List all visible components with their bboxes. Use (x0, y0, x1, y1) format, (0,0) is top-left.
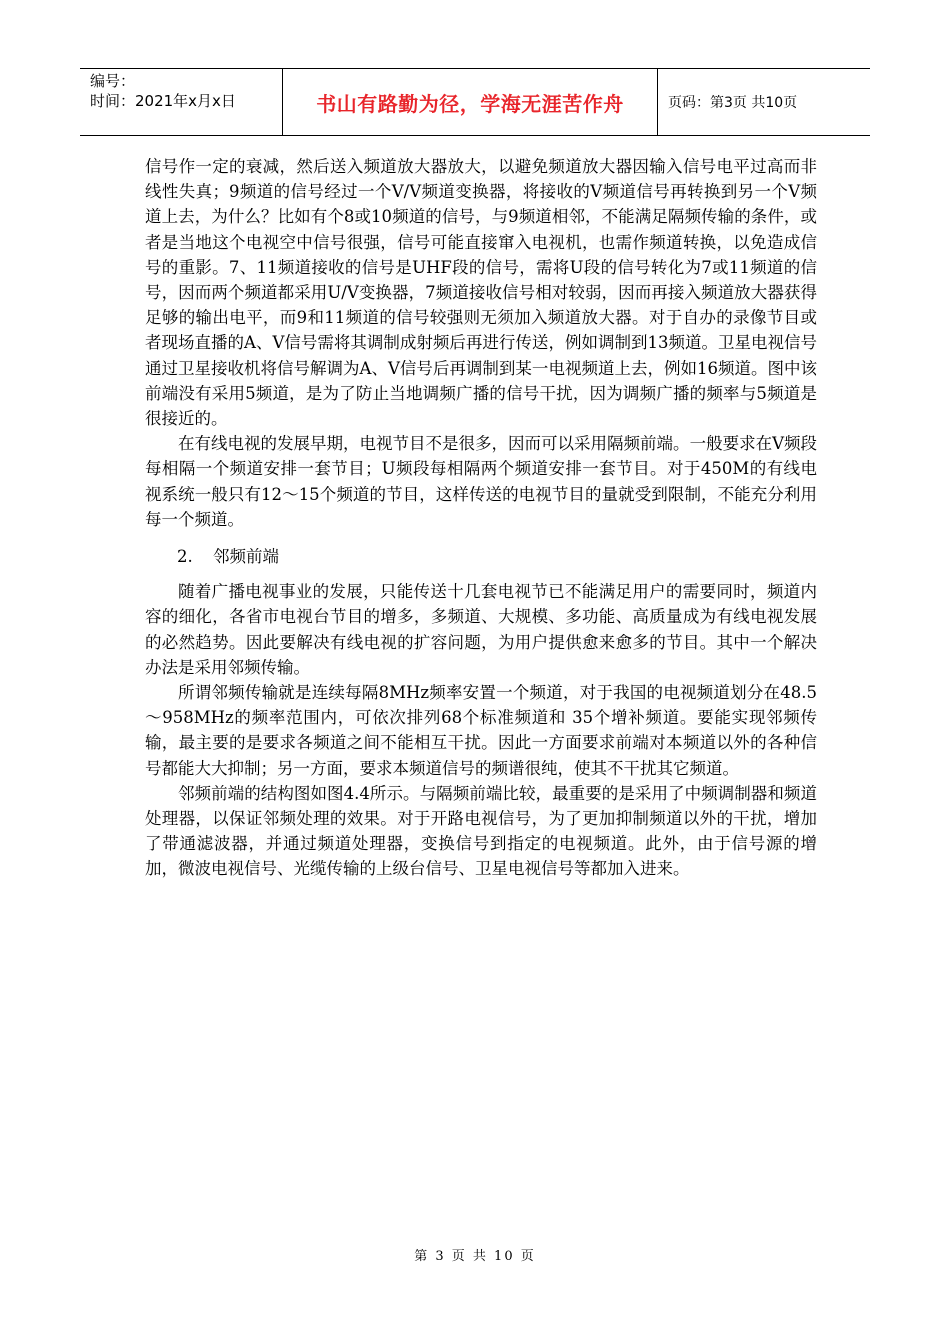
paragraph: 所谓邻频传输就是连续每隔8MHz频率安置一个频道，对于我国的电视频道划分在48.5～958MHz的频率范围内，可依次排列68个标准频道和 35个增补频道。要能实现邻频传输，最主要的是要求各频道之间不能相互干扰。因此一方面要求前端对本频道以外的各种信号都能大大抑制；另一方面，要求本频道信号的频谱很纯，使其不干扰其它频道。 (145, 683, 817, 778)
section-title: 邻频前端 (213, 547, 279, 567)
paragraph: 信号作一定的衰减，然后送入频道放大器放大，以避免频道放大器因输入信号电平过高而非线性失真；9频道的信号经过一个V/V频道变换器，将接收的V频道信号再转换到另一个V频道上去，为什么？比如有个8或10频道的信号，与9频道相邻，不能满足隔频传输的条件，或者是当地这个电视空中信号很强，信号可能直接窜入电视机，也需作频道转换，以免造成信号的重影。7、11频道接收的信号是UHF段的信号，需将U段的信号转化为7或11频道的信号，因而两个频道都采用U/V变换器，7频道接收信号相对较弱，因而再接入频道放大器获得足够的输出电平，而9和11频道的信号较强则无须加入频道放大器。对于自办的录像节目或者现场直播的A、V信号需将其调制成射频后再进行传送，例如调制到13频道。卫星电视信号通过卫星接收机将信号解调为A、V信号后再调制到某一电视频道上去，例如16频道。图中该前端没有采用5频道，是为了防止当地调频广播的信号干扰，因为调频广播的频率与5频道是很接近的。 (145, 157, 817, 429)
doc-number-label: 编号： (90, 72, 136, 90)
section-number: 2. (177, 547, 193, 567)
header-page-info: 页码：第3页 共10页 (668, 95, 798, 111)
paragraph: 在有线电视的发展早期，电视节目不是很多，因而可以采用隔频前端。一般要求在V频段每相隔一个频道安排一套节目；U频段每相隔两个频道安排一套节目。对于450M的有线电视系统一般只有12～15个频道的节目，这样传送的电视节目的量就受到限制，不能充分利用每一个频道。 (145, 434, 817, 529)
header-meta (80, 69, 283, 135)
document-body (145, 154, 817, 882)
paragraph: 随着广播电视事业的发展，只能传送十几套电视节已不能满足用户的需要同时，频道内容的细化，各省市电视台节目的增多，多频道、大规模、多功能、高质量成为有线电视发展的必然趋势。因此要解决有线电视的扩容问题，为用户提供愈来愈多的节目。其中一个解决办法是采用邻频传输。 (145, 582, 817, 677)
paragraph: 邻频前端的结构图如图4.4所示。与隔频前端比较，最重要的是采用了中频调制器和频道处理器，以保证邻频处理的效果。对于开路电视信号，为了更加抑制频道以外的干扰，增加了带通滤波器，并通过频道处理器，变换信号到指定的电视频道。此外，由于信号源的增加，微波电视信号、光缆传输的上级台信号、卫星电视信号等都加入进来。 (145, 783, 817, 879)
page-header (80, 68, 870, 136)
header-motto: 书山有路勤为径，学海无涯苦作舟 (283, 69, 658, 135)
date-line: 时间：2021年x月x日 (90, 92, 236, 110)
section-heading (145, 544, 817, 569)
page-footer: 第 3 页 共 10 页 (414, 1249, 536, 1264)
